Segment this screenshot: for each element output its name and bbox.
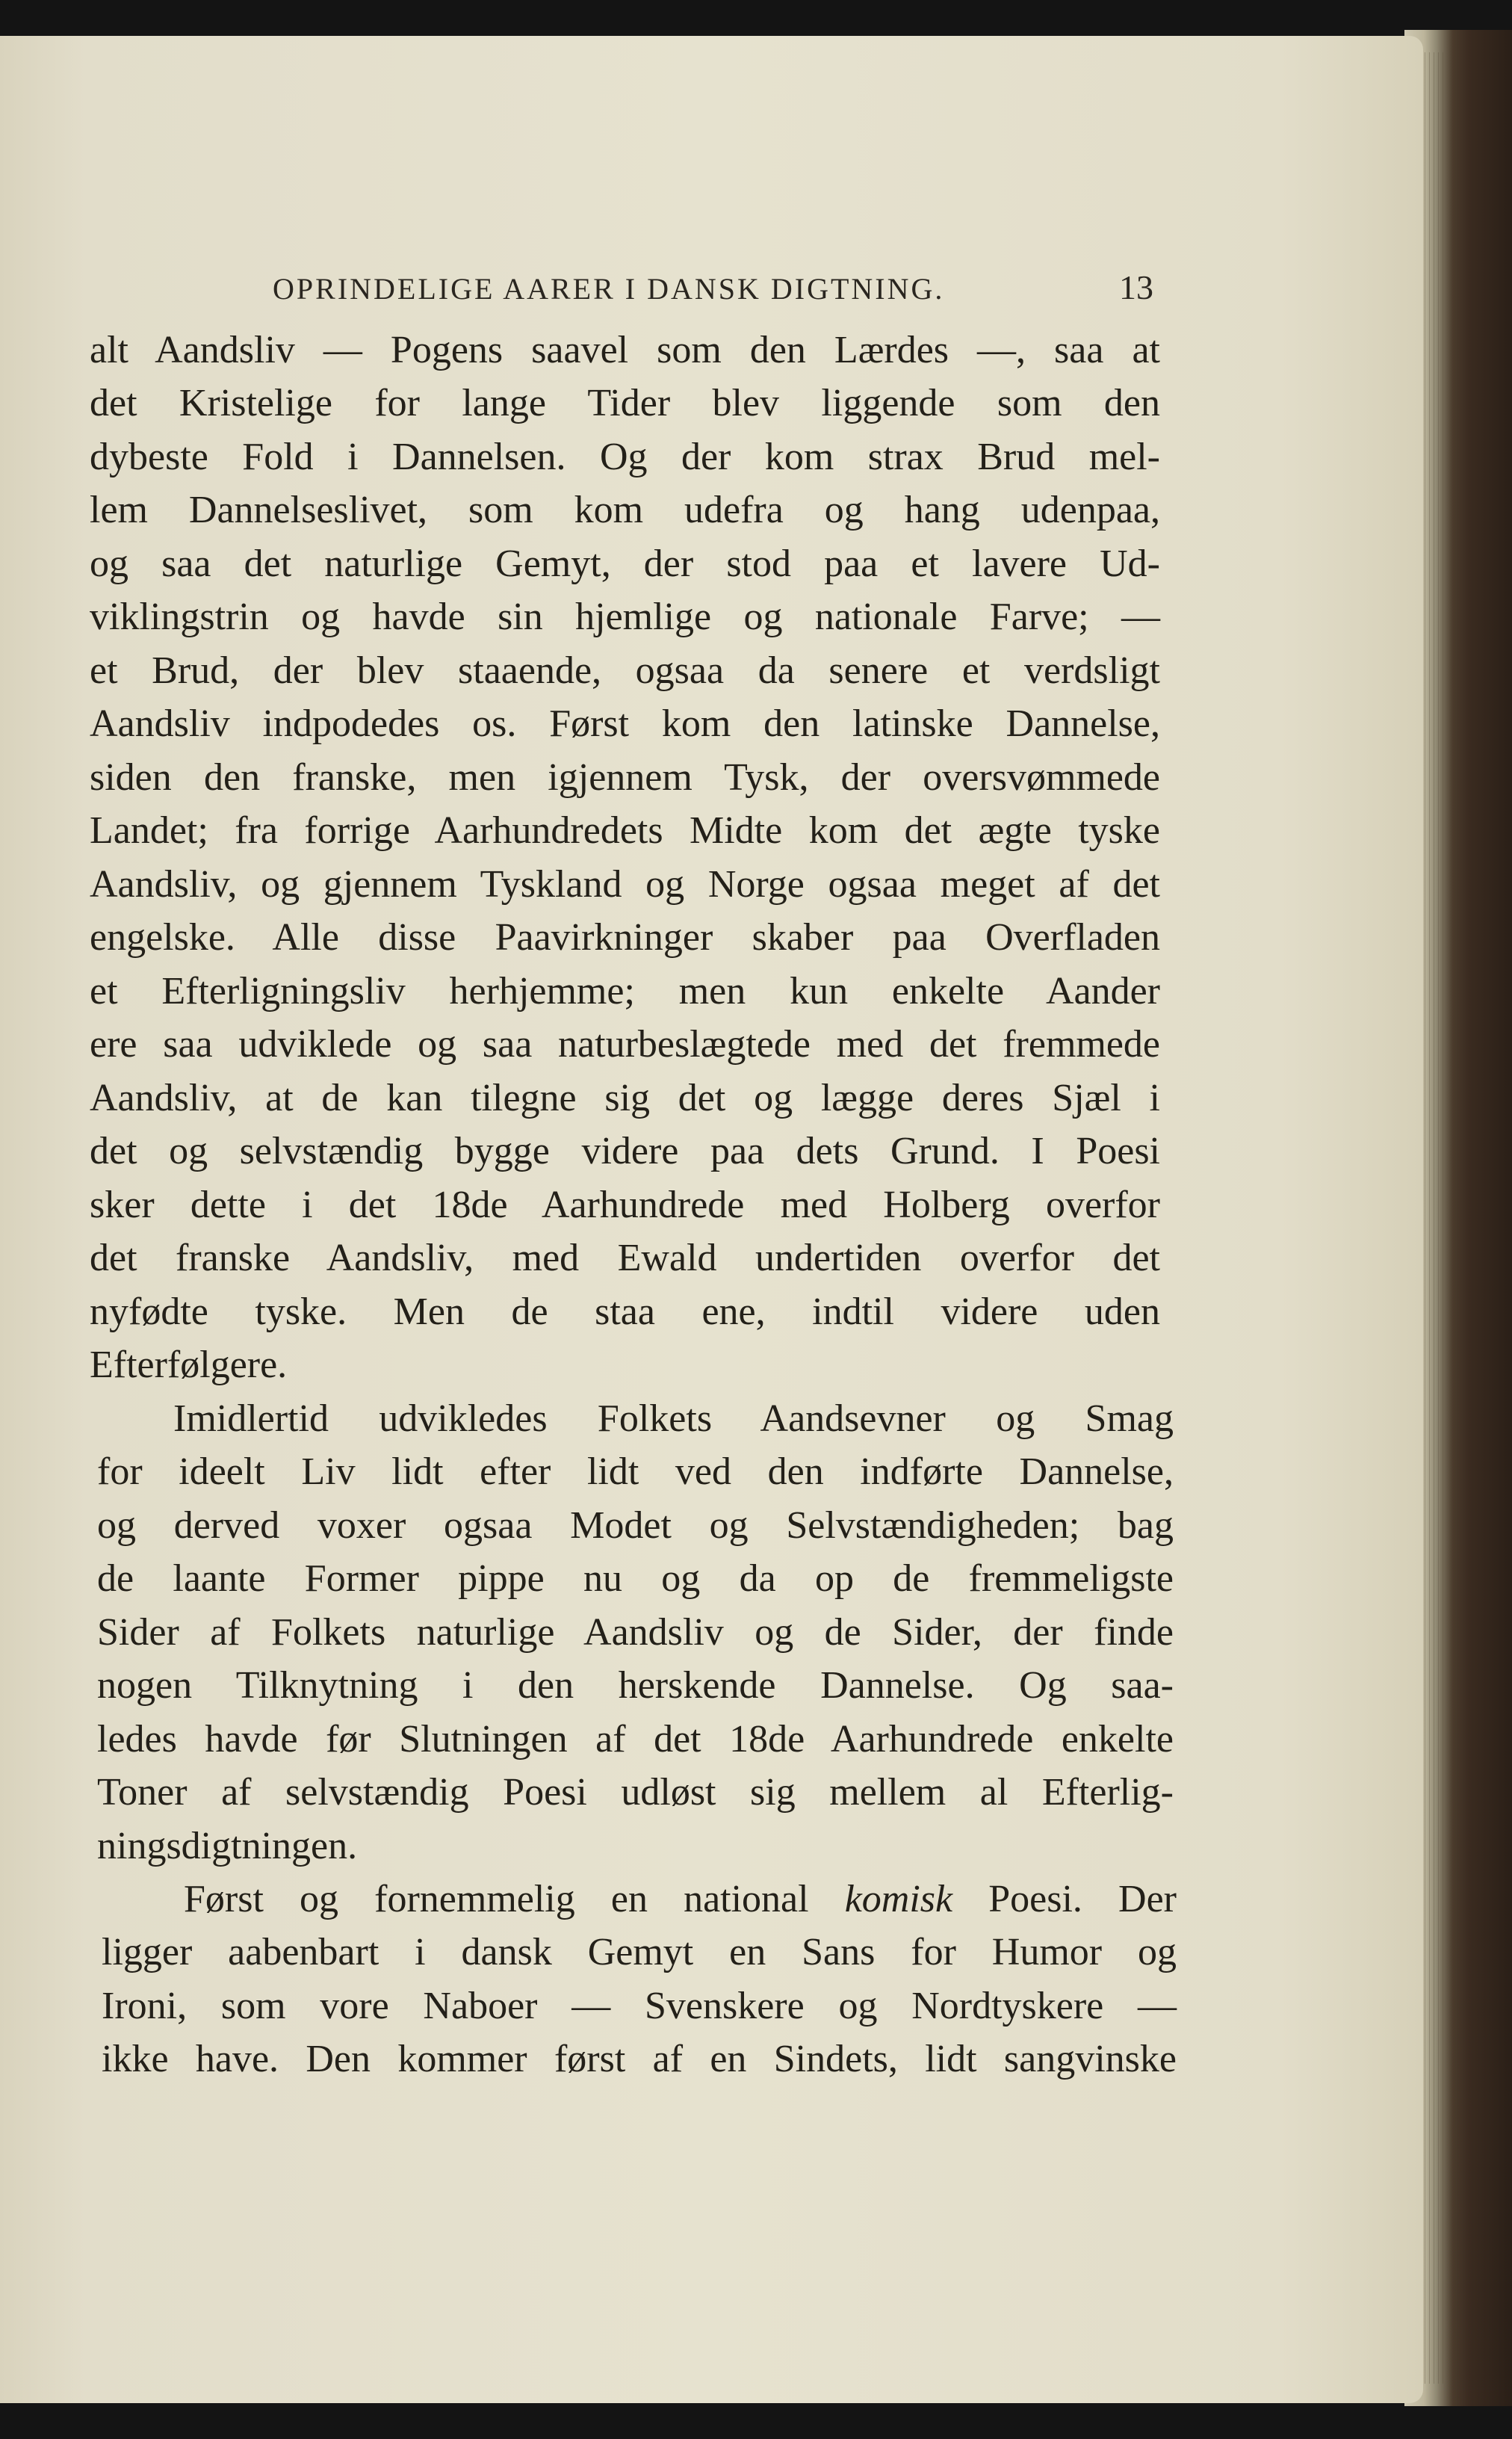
text-line: ningsdigtningen. <box>97 1825 358 1867</box>
text-line: det franske Aandsliv, med Ewald undertiden overfor det <box>90 1237 1160 1279</box>
text-segment: Poesi. Der <box>988 1878 1177 1920</box>
text-line: Landet; fra forrige Aarhundredets Midte kom det ægte tyske <box>90 809 1160 852</box>
text-line: engelske. Alle disse Paavirkninger skaber paa Overfladen <box>90 916 1160 959</box>
text-line: dybeste Fold i Dannelsen. Og der kom strax Brud mel- <box>90 436 1160 478</box>
text-line: Imidlertid udvikledes Folkets Aandsevner og Smag <box>173 1397 1174 1440</box>
text-line: de laante Former pippe nu og da op de fremmeligste <box>97 1557 1174 1600</box>
text-line: det Kristelige for lange Tider blev liggende som den <box>90 382 1160 424</box>
text-line: ligger aabenbart i dansk Gemyt en Sans for Humor og <box>102 1931 1177 1973</box>
text-line: Efterfølgere. <box>90 1344 288 1386</box>
page-header <box>0 238 1423 312</box>
text-line: Aandsliv, at de kan tilegne sig det og lægge deres Sjæl i <box>90 1077 1160 1119</box>
page-number: 13 <box>1119 268 1153 306</box>
text-line: sker dette i det 18de Aarhundrede med Holberg overfor <box>90 1184 1160 1226</box>
text-line: det og selvstændig bygge videre paa dets Grund. I Poesi <box>90 1130 1160 1172</box>
text-line-with-emphasis <box>184 1880 1177 1919</box>
text-segment: Først og fornemmelig en national <box>184 1878 809 1920</box>
text-line: Ironi, som vore Naboer — Svenskere og Nordtyskere — <box>102 1985 1177 2027</box>
text-line: alt Aandsliv — Pogens saavel som den Lærdes —, saa at <box>90 329 1160 371</box>
text-line: for ideelt Liv lidt efter lidt ved den indførte Dannelse, <box>97 1450 1174 1493</box>
text-line: Aandsliv, og gjennem Tyskland og Norge ogsaa meget af det <box>90 863 1160 906</box>
text-line: lem Dannelseslivet, som kom udefra og hang udenpaa, <box>90 489 1160 531</box>
book-page <box>0 36 1423 2403</box>
text-line: et Brud, der blev staaende, ogsaa da senere et verdsligt <box>90 649 1160 692</box>
text-line: Sider af Folkets naturlige Aandsliv og de Sider, der finde <box>97 1611 1174 1654</box>
text-line: og derved voxer ogsaa Modet og Selvstændigheden; bag <box>97 1504 1174 1547</box>
text-line: Aandsliv indpodedes os. Først kom den latinske Dannelse, <box>90 702 1160 745</box>
text-line: viklingstrin og havde sin hjemlige og nationale Farve; — <box>90 596 1160 638</box>
running-head: OPRINDELIGE AARER I DANSK DIGTNING. <box>273 272 945 306</box>
text-line: nogen Tilknytning i den herskende Dannelse. Og saa- <box>97 1664 1174 1707</box>
text-line: ledes havde før Slutningen af det 18de Aarhundrede enkelte <box>97 1718 1174 1761</box>
text-line: og saa det naturlige Gemyt, der stod paa et lavere Ud- <box>90 542 1160 585</box>
text-line: Toner af selvstændig Poesi udløst sig mellem al Efterlig- <box>97 1771 1174 1814</box>
emphasized-word: komisk <box>844 1878 953 1920</box>
text-line: et Efterligningsliv herhjemme; men kun enkelte Aander <box>90 970 1160 1013</box>
text-line: ikke have. Den kommer først af en Sindets, lidt sangvinske <box>102 2038 1177 2080</box>
text-line: ere saa udviklede og saa naturbeslægtede med det fremmede <box>90 1023 1160 1066</box>
text-line: nyfødte tyske. Men de staa ene, indtil videre uden <box>90 1290 1160 1333</box>
text-line: siden den franske, men igjennem Tysk, der oversvømmede <box>90 756 1160 799</box>
